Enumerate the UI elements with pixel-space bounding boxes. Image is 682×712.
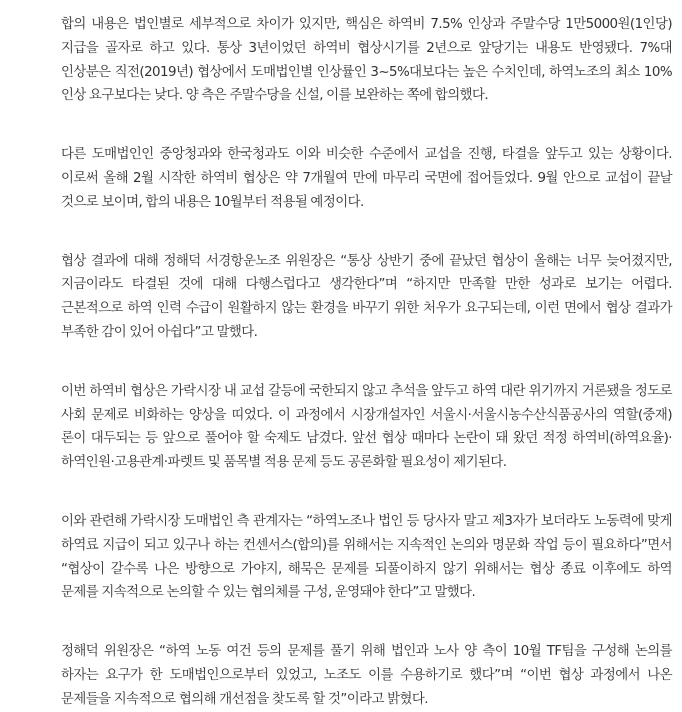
article-paragraph: 합의 내용은 법인별로 세부적으로 차이가 있지만, 핵심은 하역비 7.5% 인상과 주말수당 1만5000원(1인당) 지급을 골자로 하고 있다. 통상 3년이었던 하역비 협상시기를 2년으로 앞당기는 내용도 반영됐다. 7%대 인상분은 직전(2019년) 협상에서 도매법인별 인상률인 3~5%대보다는 높은 수치인데, 하역노조의 최소 10% 인상 요구보다는 낮다. 양 측은 주말수당을 신설, 이를 보완하는 쪽에 합의했다. xyxy=(61,17,672,104)
article-paragraph: 협상 결과에 대해 정해덕 서경항운노조 위원장은 “통상 상반기 중에 끝났던 협상이 올해는 너무 늦어졌지만, 지금이라도 타결된 것에 대해 다행스럽다고 생각한다”며 “하지만 만족할 만한 성과로 보기는 어렵다. 근본적으로 하역 인력 수급이 원활하지 않는 환경을 바꾸기 위한 처우가 요구되는데, 이런 면에서 협상 결과가 부족한 감이 있어 아쉽다”고 말했다. xyxy=(61,253,672,340)
article-paragraph: 이번 하역비 협상은 가락시장 내 교섭 갈등에 국한되지 않고 추석을 앞두고 하역 대란 위기까지 거론됐을 정도로 사회 문제로 비화하는 양상을 띠었다. 이 과정에서 시장개설자인 서울시·서울시농수산식품공사의 역할(중재)론이 대두되는 등 앞으로 풀어야 할 숙제도 남겼다. 앞선 협상 때마다 논란이 돼 왔던 적정 하역비(하역요율)·하역인원·고용관계·파렛트 및 품목별 적용 문제 등도 공론화할 필요성이 제기된다. xyxy=(61,383,672,471)
article-paragraph: 다른 도매법인인 중앙청과와 한국청과도 이와 비슷한 수준에서 교섭을 진행, 타결을 앞두고 있는 상황이다. 이로써 올해 2월 시작한 하역비 협상은 약 7개월여 만에 마무리 국면에 접어들었다. 9월 안으로 교섭이 끝날 것으로 보이며, 합의 내용은 10월부터 적용될 예정이다. xyxy=(61,147,672,210)
article-paragraph: 이와 관련해 가락시장 도매법인 측 관계자는 “하역노조나 법인 등 당사자 말고 제3자가 보더라도 노동력에 맞게 하역료 지급이 되고 있구나 하는 컨센서스(합의)를 위해서는 지속적인 논의와 명문화 작업 등이 필요하다”면서 “협상이 갈수록 나은 방향으로 가야지, 해묵은 문제를 되풀이하지 않기 위해서는 협상 종료 이후에도 하역 문제를 지속적으로 논의할 수 있는 협의체를 구성, 운영돼야 한다”고 말했다. xyxy=(61,513,672,601)
article-paragraph: 정해덕 위원장은 “하역 노동 여건 등의 문제를 풀기 위해 법인과 노사 양 측이 10월 TF팀을 구성해 논의를 하자는 요구가 한 도매법인으로부터 있었고, 노조도 이를 수용하기로 했다”며 “이번 협상 과정에서 나온 문제들을 지속적으로 협의해 개선점을 찾도록 할 것”이라고 밝혔다. xyxy=(61,644,672,707)
